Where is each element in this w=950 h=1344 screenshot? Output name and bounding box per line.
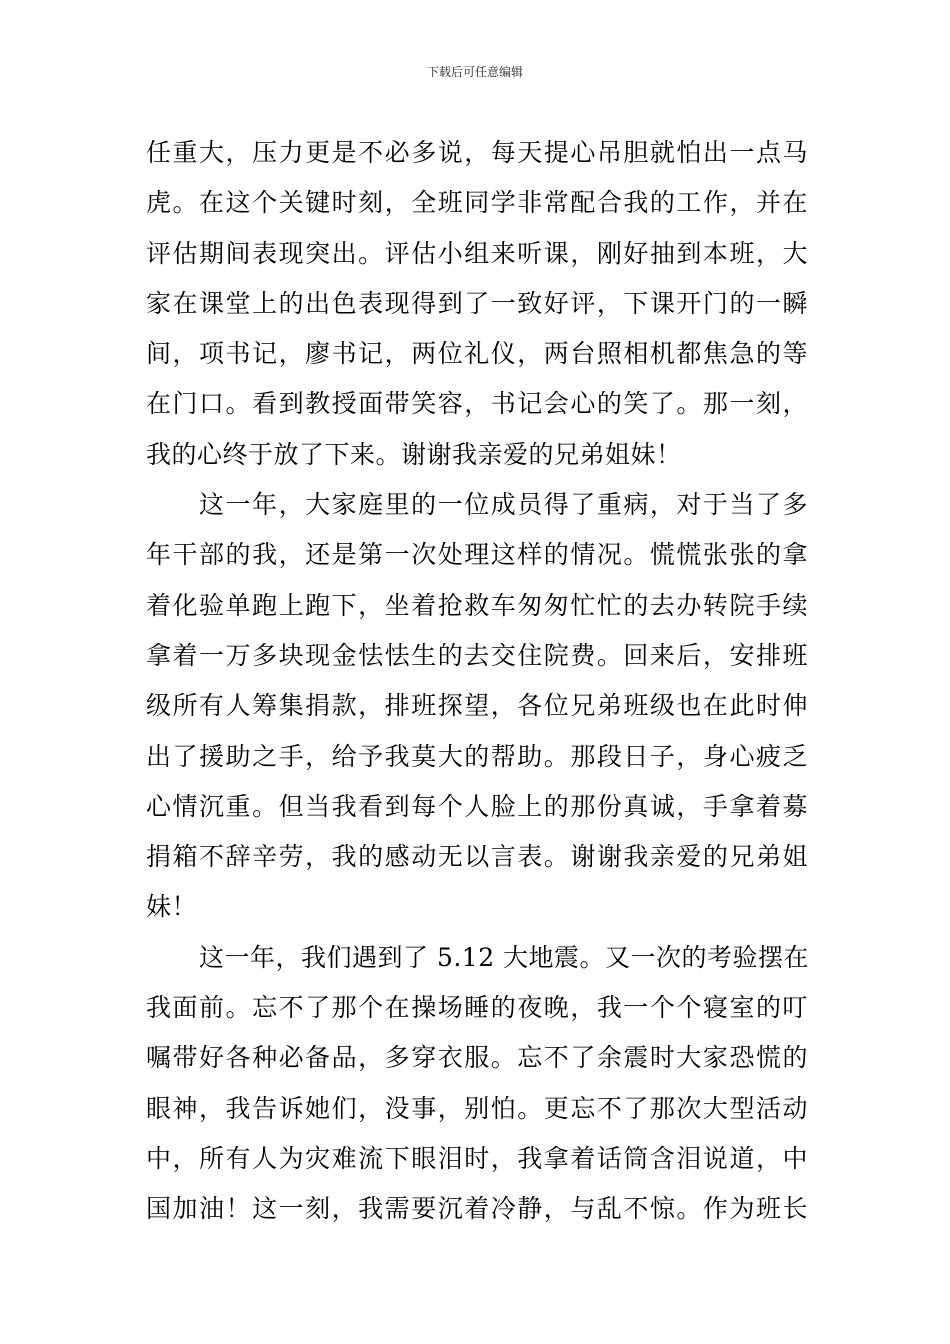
- text-line: 这一年，大家庭里的一位成员得了重病，对于当了多: [199, 490, 808, 520]
- text-line: 我面前。忘不了那个在操场睡的夜晚，我一个个寝室的叮: [146, 993, 808, 1023]
- text-line: 着化验单跑上跑下，坐着抢救车匆匆忙忙的去办转院手续: [146, 590, 808, 620]
- text-line: 我的心终于放了下来。谢谢我亲爱的兄弟姐妹！: [146, 439, 682, 469]
- text-line: 拿着一万多块现金怯怯生的去交住院费。回来后，安排班: [146, 640, 808, 670]
- text-line: 嘱带好各种必备品，多穿衣服。忘不了余震时大家恐慌的: [146, 1043, 808, 1073]
- text-line: 这一年，我们遇到了 5.12 大地震。又一次的考验摆在: [199, 942, 810, 972]
- text-line: 虎。在这个关键时刻，全班同学非常配合我的工作，并在: [146, 188, 808, 218]
- text-line: 眼神，我告诉她们，没事，别怕。更忘不了那次大型活动: [146, 1093, 808, 1123]
- text-line: 捐箱不辞辛劳，我的感动无以言表。谢谢我亲爱的兄弟姐: [146, 842, 808, 872]
- text-line: 家在课堂上的出色表现得到了一致好评，下课开门的一瞬: [146, 288, 808, 318]
- text-line: 间，项书记，廖书记，两位礼仪，两台照相机都焦急的等: [146, 339, 808, 369]
- body-text: [146, 128, 808, 1235]
- text-line: 年干部的我，还是第一次处理这样的情况。慌慌张张的拿: [146, 540, 808, 570]
- text-line: 心情沉重。但当我看到每个人脸上的那份真诚，手拿着募: [146, 791, 808, 821]
- text-line: 在门口。看到教授面带笑容，书记会心的笑了。那一刻，: [146, 389, 808, 419]
- text-line: 任重大，压力更是不必多说，每天提心吊胆就怕出一点马: [146, 138, 808, 167]
- text-line: 中，所有人为灾难流下眼泪时，我拿着话筒含泪说道，中: [146, 1143, 808, 1173]
- text-line: 级所有人筹集捐款，排班探望，各位兄弟班级也在此时伸: [146, 691, 808, 721]
- text-line: 评估期间表现突出。评估小组来听课，刚好抽到本班，大: [146, 238, 808, 268]
- text-line: 出了援助之手，给予我莫大的帮助。那段日子，身心疲乏: [146, 741, 808, 771]
- text-line: 妹！: [146, 892, 198, 922]
- text-line: 国加油！这一刻，我需要沉着冷静，与乱不惊。作为班长: [146, 1194, 808, 1224]
- page-header: 下载后可任意编辑: [426, 65, 523, 79]
